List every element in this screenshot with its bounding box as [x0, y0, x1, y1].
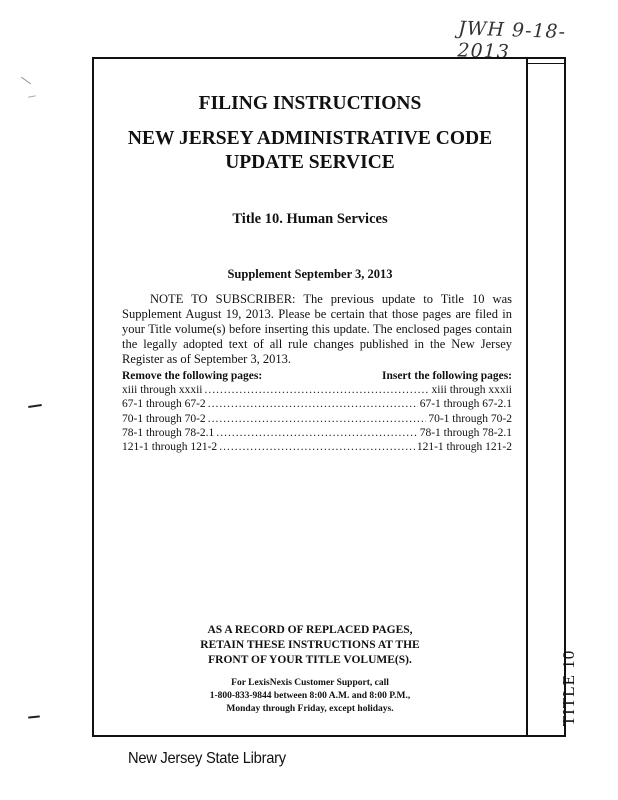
customer-support — [94, 677, 526, 716]
pages-table — [122, 383, 512, 454]
remove-pages: 67-1 through 67-2 — [122, 398, 206, 411]
insert-pages: 70-1 through 70-2 — [428, 412, 512, 425]
support-line1: For LexisNexis Customer Support, call — [231, 678, 389, 688]
insert-header: Insert the following pages: — [381, 370, 512, 382]
table-row — [122, 440, 512, 454]
tab-top-line — [526, 63, 566, 64]
remove-pages: xiii through xxxii — [122, 384, 203, 396]
title-heading: Title 10. Human Services — [232, 211, 388, 227]
remove-pages: 78-1 through 78-2.1 — [122, 426, 215, 439]
remove-header: Remove the following pages: — [122, 370, 263, 382]
insert-pages: 78-1 through 78-2.1 — [419, 426, 512, 439]
leader-dots — [208, 397, 418, 411]
subscriber-note-text: NOTE TO SUBSCRIBER: The previous update to Title 10 was Supplement August 19, 2013. Please be certain that those pages are filed in your Title volume(s) before inserting this update. The enclosed pages contain the legally adopted text of all rule changes published in the New Jersey Register as of September 3, 2013. — [122, 292, 512, 366]
scan-mark — [21, 77, 31, 85]
pages-table-header — [122, 370, 512, 382]
code-heading-line2: UPDATE SERVICE — [225, 152, 395, 173]
library-stamp: New Jersey State Library — [128, 750, 286, 767]
insert-pages: xiii through xxxii — [431, 384, 512, 396]
leader-dots — [208, 412, 427, 426]
insert-pages: 121-1 through 121-2 — [416, 441, 512, 454]
remove-pages: 121-1 through 121-2 — [122, 441, 218, 454]
code-heading — [94, 127, 526, 175]
support-line3: Monday through Friday, except holidays. — [226, 704, 394, 714]
leader-dots — [219, 440, 415, 454]
code-heading-line1: NEW JERSEY ADMINISTRATIVE CODE — [127, 128, 493, 149]
support-line2: 1-800-833-9844 between 8:00 A.M. and 8:00 P.M., — [209, 691, 411, 701]
remove-pages: 70-1 through 70-2 — [122, 412, 206, 425]
subscriber-note — [122, 292, 512, 367]
table-row — [122, 383, 512, 397]
record-notice-line3: FRONT OF YOUR TITLE VOLUME(S). — [208, 654, 412, 666]
scan-mark — [28, 715, 40, 718]
record-notice-line1: AS A RECORD OF REPLACED PAGES, — [207, 624, 413, 636]
scan-mark — [28, 404, 42, 408]
table-row — [122, 412, 512, 426]
document-content — [94, 59, 526, 735]
table-row — [122, 426, 512, 440]
document-frame — [92, 57, 578, 737]
title-tab-label: TITLE 10 — [559, 649, 578, 727]
record-notice — [94, 623, 526, 668]
tab-divider — [526, 59, 528, 735]
scan-mark — [28, 95, 36, 97]
insert-pages: 67-1 through 67-2.1 — [419, 398, 512, 411]
supplement-heading: Supplement September 3, 2013 — [227, 267, 393, 281]
table-row — [122, 397, 512, 411]
record-notice-line2: RETAIN THESE INSTRUCTIONS AT THE — [200, 639, 420, 651]
handwritten-note: JWH 9-18-2013 — [457, 17, 567, 64]
filing-instructions-heading: FILING INSTRUCTIONS — [198, 93, 422, 114]
leader-dots — [205, 383, 430, 397]
leader-dots — [216, 426, 417, 440]
